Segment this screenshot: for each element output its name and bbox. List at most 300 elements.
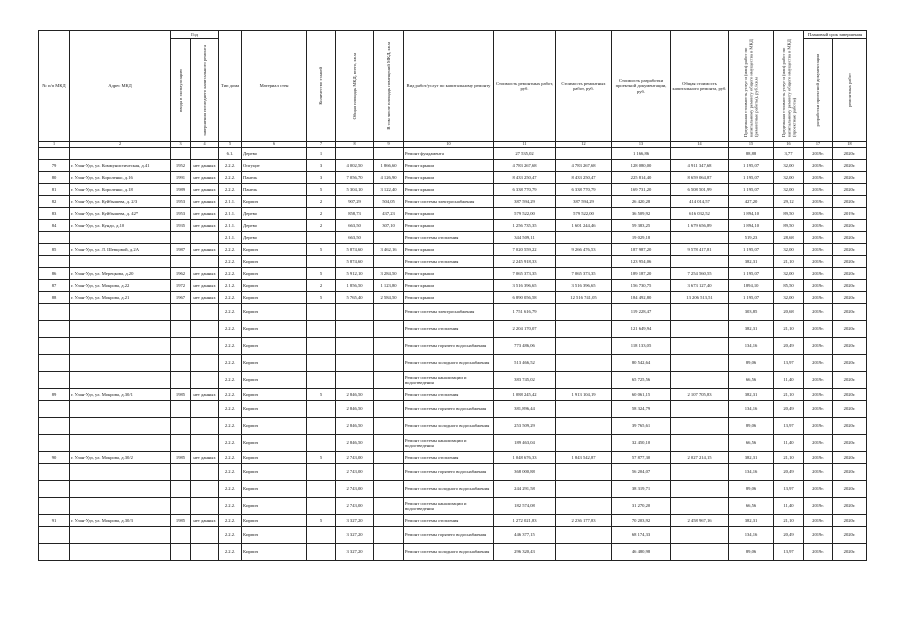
cell-house-type: 2.2.2. [219, 355, 242, 372]
cell-design-deadline: 2019г. [804, 244, 833, 256]
cell-address: г. Улан-Удэ, ул. Мокрова, д.30/2 [70, 452, 171, 464]
cell-repair-deadline: 2020г. [833, 220, 867, 232]
cell-total-cost: 6 508 501,99 [671, 184, 729, 196]
cell-total-cost: 414 014,57 [671, 196, 729, 208]
cell-premises-area [374, 498, 404, 515]
cell-limit-cost-repair: 134,16 [729, 338, 774, 355]
cell-commissioning-year: 1962 [171, 268, 191, 280]
cell-work-type: Ремонт системы отопления [404, 389, 494, 401]
cell-commissioning-year [171, 418, 191, 435]
cell-total-cost [671, 338, 729, 355]
cell-total-cost: 13 206 513,51 [671, 292, 729, 304]
cell-limit-cost-repair: 1 195,07 [729, 172, 774, 184]
cell-total-cost [671, 304, 729, 321]
cell-floors [307, 481, 336, 498]
cell-wall-material: Кирпич [242, 389, 307, 401]
cell-last-repair-year [191, 304, 219, 321]
cell-total-cost [671, 401, 729, 418]
cell-wall-material: Панель [242, 172, 307, 184]
header-total-cost: Общая стоимость капитального ремонта, руб. [671, 31, 729, 142]
cell-last-repair-year [191, 401, 219, 418]
cell-floors: 5 [307, 515, 336, 527]
table-row [39, 527, 867, 544]
cell-house-number [39, 418, 70, 435]
cell-house-type: 2.2.2. [219, 481, 242, 498]
cell-repair-deadline: 2020г. [833, 244, 867, 256]
cell-commissioning-year: 1991 [171, 172, 191, 184]
cell-limit-cost-design: 3,77 [774, 148, 804, 160]
cell-house-number [39, 464, 70, 481]
cell-repair-deadline: 2020г. [833, 292, 867, 304]
cell-house-type: 2.2.2. [219, 160, 242, 172]
cell-limit-cost-repair: 1 195,07 [729, 268, 774, 280]
cell-repair-deadline: 2020г. [833, 389, 867, 401]
cell-design-cost: 39 765,61 [612, 418, 671, 435]
cell-work-cost: 3 516 396,65 [494, 280, 556, 292]
cell-house-number [39, 304, 70, 321]
cell-total-area [336, 338, 374, 355]
cell-work-type: Ремонт крыши [404, 280, 494, 292]
cell-work-cost: 1 088 245,42 [494, 389, 556, 401]
cell-design-cost: 119 228,47 [612, 304, 671, 321]
cell-house-type: 2.2.2. [219, 389, 242, 401]
cell-address: г. Улан-Удэ, ул. Мокрова, д.22 [70, 280, 171, 292]
cell-total-cost [671, 355, 729, 372]
cell-commissioning-year: 1953 [171, 208, 191, 220]
cell-address: г. Улан-Удэ, ул. Мерецкова, д.20 [70, 268, 171, 280]
cell-commissioning-year [171, 544, 191, 561]
cell-address [70, 338, 171, 355]
cell-total-area: 3 327,20 [336, 527, 374, 544]
cell-limit-cost-design: 20,68 [774, 304, 804, 321]
cell-limit-cost-repair: 303,85 [729, 304, 774, 321]
header-floors: Количество этажей [307, 31, 336, 142]
cell-work-type: Ремонт крыши [404, 184, 494, 196]
cell-limit-cost-design: 32,00 [774, 172, 804, 184]
cell-house-type: 2.2.2. [219, 418, 242, 435]
cell-limit-cost-repair: 66,56 [729, 372, 774, 389]
header-last-repair-year: завершения последнего капитального ремонта [191, 39, 219, 142]
cell-total-cost: 3 673 127,40 [671, 280, 729, 292]
cell-floors: 5 [307, 389, 336, 401]
cell-last-repair-year [191, 338, 219, 355]
cell-limit-cost-design: 13,97 [774, 418, 804, 435]
cell-repair-deadline: 2020г. [833, 338, 867, 355]
cell-commissioning-year: 1972 [171, 280, 191, 292]
cell-total-cost: 4 911 347,68 [671, 160, 729, 172]
cell-work-cost-total [556, 481, 612, 498]
cell-work-type: Ремонт системы отопления [404, 452, 494, 464]
cell-house-type: 2.2.2. [219, 321, 242, 338]
cell-work-type: Ремонт системы горячего водоснабжения [404, 527, 494, 544]
cell-commissioning-year: 1985 [171, 452, 191, 464]
cell-work-cost: 446 377,15 [494, 527, 556, 544]
cell-limit-cost-repair: 1 195,07 [729, 244, 774, 256]
cell-work-cost-total [556, 372, 612, 389]
column-number: 14 [671, 142, 729, 148]
cell-limit-cost-repair: 1 195,07 [729, 160, 774, 172]
cell-limit-cost-repair: 89,06 [729, 355, 774, 372]
column-number: 18 [833, 142, 867, 148]
cell-floors: 5 [307, 268, 336, 280]
cell-design-deadline: 2019г. [804, 220, 833, 232]
cell-work-cost: 6 338 770,79 [494, 184, 556, 196]
cell-floors [307, 435, 336, 452]
cell-limit-cost-design: 85,50 [774, 280, 804, 292]
cell-address [70, 498, 171, 515]
cell-wall-material: Кирпич [242, 372, 307, 389]
cell-commissioning-year [171, 527, 191, 544]
cell-repair-deadline: 2020г. [833, 232, 867, 244]
cell-total-cost: 2 107 705,83 [671, 389, 729, 401]
cell-work-type: Ремонт системы отопления [404, 321, 494, 338]
header-row-1 [39, 31, 867, 39]
cell-design-deadline: 2019г. [804, 268, 833, 280]
cell-repair-deadline: 2020г. [833, 544, 867, 561]
cell-work-cost: 383 745,02 [494, 372, 556, 389]
cell-work-cost-total: 4 783 267,68 [556, 160, 612, 172]
cell-last-repair-year [191, 498, 219, 515]
cell-address [70, 321, 171, 338]
cell-address [70, 401, 171, 418]
cell-limit-cost-repair: 427,20 [729, 196, 774, 208]
cell-total-cost [671, 372, 729, 389]
cell-repair-deadline: 2020г. [833, 321, 867, 338]
cell-design-cost: 80 542,64 [612, 355, 671, 372]
column-number: 3 [171, 142, 191, 148]
cell-work-cost-total: 1 601 244,46 [556, 220, 612, 232]
header-repair-deadline: ремонтных работ [833, 39, 867, 142]
cell-repair-deadline: 2020г. [833, 148, 867, 160]
cell-premises-area: 504,05 [374, 196, 404, 208]
cell-floors [307, 304, 336, 321]
cell-work-cost-total [556, 232, 612, 244]
cell-total-cost [671, 256, 729, 268]
cell-floors: 5 [307, 292, 336, 304]
cell-commissioning-year [171, 372, 191, 389]
cell-house-number: 82 [39, 196, 70, 208]
column-number: 12 [556, 142, 612, 148]
cell-commissioning-year [171, 435, 191, 452]
cell-total-area [336, 321, 374, 338]
cell-house-type: 2.2.2. [219, 435, 242, 452]
cell-wall-material: Дерево [242, 232, 307, 244]
cell-house-number: 80 [39, 172, 70, 184]
cell-repair-deadline: 2020г. [833, 304, 867, 321]
cell-work-cost-total: 3 516 396,65 [556, 280, 612, 292]
cell-limit-cost-design: 20,49 [774, 527, 804, 544]
table-row [39, 372, 867, 389]
column-number: 9 [374, 142, 404, 148]
cell-last-repair-year [191, 355, 219, 372]
cell-total-area: 7 056,70 [336, 172, 374, 184]
cell-work-cost-total [556, 435, 612, 452]
cell-last-repair-year [191, 418, 219, 435]
cell-floors: 2 [307, 280, 336, 292]
column-number: 5 [219, 142, 242, 148]
column-number: 13 [612, 142, 671, 148]
cell-house-number: 89 [39, 389, 70, 401]
cell-house-type: 2.2.2. [219, 544, 242, 561]
cell-premises-area [374, 481, 404, 498]
cell-wall-material: Опгуцит [242, 160, 307, 172]
cell-work-type: Ремонт фундамента [404, 148, 494, 160]
cell-total-cost [671, 498, 729, 515]
table-row [39, 464, 867, 481]
column-number: 7 [307, 142, 336, 148]
cell-last-repair-year [191, 256, 219, 268]
column-number: 10 [404, 142, 494, 148]
cell-wall-material: Кирпич [242, 481, 307, 498]
cell-total-cost [671, 464, 729, 481]
cell-address [70, 481, 171, 498]
cell-total-cost [671, 481, 729, 498]
header-premises-area: В том числе площадь помещений МКД, кв.м [374, 31, 404, 142]
cell-design-deadline: 2019г. [804, 256, 833, 268]
cell-house-type: 2.2.2. [219, 256, 242, 268]
cell-repair-deadline: 2020г. [833, 418, 867, 435]
cell-premises-area [374, 544, 404, 561]
cell-work-type: Ремонт системы горячего водоснабжения [404, 338, 494, 355]
cell-limit-cost-repair: 382,31 [729, 515, 774, 527]
cell-work-cost-total: 1 843 542,87 [556, 452, 612, 464]
cell-last-repair-year: нет данных [191, 172, 219, 184]
cell-address: г. Улан-Удэ, ул. Куйбышева, д. 42* [70, 208, 171, 220]
cell-total-area: 2 846,50 [336, 435, 374, 452]
cell-design-deadline: 2019г. [804, 481, 833, 498]
cell-floors [307, 256, 336, 268]
cell-premises-area [374, 372, 404, 389]
cell-premises-area [374, 464, 404, 481]
cell-repair-deadline: 2020г. [833, 256, 867, 268]
cell-total-cost: 1 679 656,89 [671, 220, 729, 232]
table-row [39, 196, 867, 208]
cell-design-cost: 57 877,30 [612, 452, 671, 464]
cell-design-cost: 58 324,79 [612, 401, 671, 418]
cell-premises-area: 3 284,50 [374, 268, 404, 280]
header-total-area: Общая площадь МКД, всего, кв.м [336, 31, 374, 142]
cell-limit-cost-repair: 1894,10 [729, 280, 774, 292]
cell-design-deadline: 2019г. [804, 355, 833, 372]
cell-work-type: Ремонт системы горячего водоснабжения [404, 464, 494, 481]
cell-design-deadline: 2019г. [804, 172, 833, 184]
cell-total-cost: 2 458 967,16 [671, 515, 729, 527]
cell-total-area: 663,50 [336, 220, 374, 232]
table-row [39, 280, 867, 292]
header-limit-cost-repair: Предельная стоимость услуг и (или) работ по капитальному ремонту общего имущества в МКД (ремонтные работы), руб./кв.м [729, 31, 774, 142]
column-number: 8 [336, 142, 374, 148]
cell-address: г. Улан-Удэ, ул. Мокрова, д.30/3 [70, 515, 171, 527]
cell-floors [307, 372, 336, 389]
cell-work-cost: 1 048 676,33 [494, 452, 556, 464]
cell-work-cost: 244 291,58 [494, 481, 556, 498]
cell-limit-cost-repair: 89,06 [729, 418, 774, 435]
cell-wall-material: Панель [242, 184, 307, 196]
cell-work-type: Ремонт системы отопления [404, 256, 494, 268]
cell-address [70, 544, 171, 561]
header-planned-deadline: Плановый срок завершения [804, 31, 867, 39]
cell-house-type: 2.1.1. [219, 220, 242, 232]
cell-repair-deadline: 2020г. [833, 401, 867, 418]
cell-work-cost-total [556, 256, 612, 268]
cell-repair-deadline: 2020г. [833, 372, 867, 389]
table-row [39, 389, 867, 401]
cell-total-area: 2 743,00 [336, 452, 374, 464]
cell-last-repair-year: нет данных [191, 196, 219, 208]
cell-limit-cost-repair: 519,23 [729, 232, 774, 244]
header-year-group: Год [171, 31, 219, 39]
cell-limit-cost-design: 21,10 [774, 389, 804, 401]
cell-last-repair-year: нет данных [191, 515, 219, 527]
cell-repair-deadline: 2020г. [833, 172, 867, 184]
cell-commissioning-year: 1985 [171, 515, 191, 527]
cell-work-cost-total [556, 498, 612, 515]
cell-repair-deadline: 2020г. [833, 481, 867, 498]
cell-design-deadline: 2019г. [804, 338, 833, 355]
header-number: № п/п МКД [39, 31, 70, 142]
table-row [39, 515, 867, 527]
cell-design-cost: 225 814,40 [612, 172, 671, 184]
cell-work-cost: 2 204 170,07 [494, 321, 556, 338]
cell-total-area: 5 874,60 [336, 256, 374, 268]
cell-commissioning-year [171, 321, 191, 338]
cell-house-number [39, 321, 70, 338]
cell-work-type: Ремонт системы отопления [404, 515, 494, 527]
cell-total-area [336, 372, 374, 389]
cell-floors [307, 321, 336, 338]
cell-address [70, 418, 171, 435]
cell-total-area: 5 765,40 [336, 292, 374, 304]
cell-repair-deadline: 2020г. [833, 435, 867, 452]
cell-limit-cost-repair: 89,06 [729, 544, 774, 561]
cell-wall-material: Кирпич [242, 292, 307, 304]
cell-limit-cost-design: 29,12 [774, 196, 804, 208]
table-row [39, 184, 867, 196]
cell-design-deadline: 2019г. [804, 160, 833, 172]
cell-work-type: Ремонт крыши [404, 220, 494, 232]
cell-total-area [336, 355, 374, 372]
cell-last-repair-year: нет данных [191, 208, 219, 220]
cell-limit-cost-design: 13,97 [774, 481, 804, 498]
cell-commissioning-year: 1935 [171, 220, 191, 232]
cell-design-deadline: 2019г. [804, 304, 833, 321]
cell-design-cost: 31 270,20 [612, 498, 671, 515]
cell-work-type: Ремонт системы канализации и водоотведения [404, 435, 494, 452]
cell-house-type: 2.1.1. [219, 208, 242, 220]
cell-house-number: 81 [39, 184, 70, 196]
cell-house-number: 88 [39, 292, 70, 304]
cell-house-number [39, 148, 70, 160]
cell-work-type: Ремонт крыши [404, 292, 494, 304]
cell-wall-material: Кирпич [242, 452, 307, 464]
cell-house-type: 2.2.2. [219, 515, 242, 527]
cell-work-type: Ремонт системы холодного водоснабжения [404, 418, 494, 435]
cell-design-deadline: 2019г. [804, 148, 833, 160]
cell-work-cost: 1 256 735,35 [494, 220, 556, 232]
cell-premises-area [374, 304, 404, 321]
cell-design-cost: 169 731,20 [612, 184, 671, 196]
cell-house-type: 2.2.2. [219, 184, 242, 196]
table-row [39, 304, 867, 321]
header-house-type: Тип дома [219, 31, 242, 142]
cell-premises-area [374, 527, 404, 544]
table-row [39, 220, 867, 232]
cell-house-number [39, 498, 70, 515]
cell-work-cost-total: 9 266 476,53 [556, 244, 612, 256]
cell-house-number: 83 [39, 208, 70, 220]
cell-work-cost: 253 509,29 [494, 418, 556, 435]
cell-work-cost: 773 486,06 [494, 338, 556, 355]
cell-limit-cost-design: 32,00 [774, 292, 804, 304]
cell-house-number [39, 401, 70, 418]
cell-work-cost: 1 272 021,83 [494, 515, 556, 527]
cell-design-deadline: 2019г. [804, 498, 833, 515]
cell-design-cost: 65 725,56 [612, 372, 671, 389]
cell-limit-cost-repair: 66,56 [729, 498, 774, 515]
table-body [39, 148, 867, 561]
cell-commissioning-year [171, 355, 191, 372]
cell-house-number [39, 256, 70, 268]
cell-last-repair-year [191, 148, 219, 160]
header-work-type: Вид работ/услуг по капитальному ремонту [404, 31, 494, 142]
cell-house-type: 2.2.2. [219, 401, 242, 418]
cell-commissioning-year: 1952 [171, 160, 191, 172]
cell-floors: 2 [307, 196, 336, 208]
cell-work-cost-total [556, 401, 612, 418]
cell-floors [307, 418, 336, 435]
cell-limit-cost-design: 28,68 [774, 232, 804, 244]
table-row [39, 401, 867, 418]
cell-work-cost-total: 1 913 104,19 [556, 389, 612, 401]
cell-work-cost-total: 579 522,00 [556, 208, 612, 220]
cell-house-number: 90 [39, 452, 70, 464]
cell-total-area: 2 846,50 [336, 418, 374, 435]
cell-wall-material: Кирпич [242, 244, 307, 256]
cell-wall-material: Кирпич [242, 418, 307, 435]
cell-design-cost: 156 730,75 [612, 280, 671, 292]
cell-total-area: 2 846,50 [336, 401, 374, 418]
cell-commissioning-year: 1987 [171, 244, 191, 256]
cell-house-type: 2.2.2. [219, 338, 242, 355]
cell-total-cost [671, 148, 729, 160]
cell-total-cost [671, 527, 729, 544]
cell-house-type: 2.2.2. [219, 527, 242, 544]
cell-premises-area [374, 355, 404, 372]
cell-total-area: 858,73 [336, 208, 374, 220]
cell-limit-cost-repair: 66,56 [729, 435, 774, 452]
cell-total-area: 2 846,50 [336, 389, 374, 401]
cell-commissioning-year [171, 148, 191, 160]
cell-commissioning-year: 1989 [171, 184, 191, 196]
cell-total-cost: 616 032,52 [671, 208, 729, 220]
cell-design-deadline: 2019г. [804, 452, 833, 464]
cell-limit-cost-design: 89,50 [774, 208, 804, 220]
cell-design-deadline: 2019г. [804, 196, 833, 208]
cell-address: г. Улан-Удэ, ул. Л. Шевцовой, д.2А [70, 244, 171, 256]
cell-work-cost: 7 065 373,35 [494, 268, 556, 280]
cell-design-cost: 26 420,28 [612, 196, 671, 208]
cell-limit-cost-design: 11,40 [774, 435, 804, 452]
header-design-deadline: разработки проектной документации [804, 39, 833, 142]
cell-work-cost-total [556, 321, 612, 338]
cell-address: г. Улан-Удэ, ул. Кундо, д.10 [70, 220, 171, 232]
cell-work-cost-total [556, 355, 612, 372]
cell-premises-area: 3 122,40 [374, 184, 404, 196]
cell-last-repair-year [191, 481, 219, 498]
cell-design-cost: 32 450,10 [612, 435, 671, 452]
cell-work-cost-total [556, 148, 612, 160]
cell-limit-cost-repair: 89,06 [729, 481, 774, 498]
